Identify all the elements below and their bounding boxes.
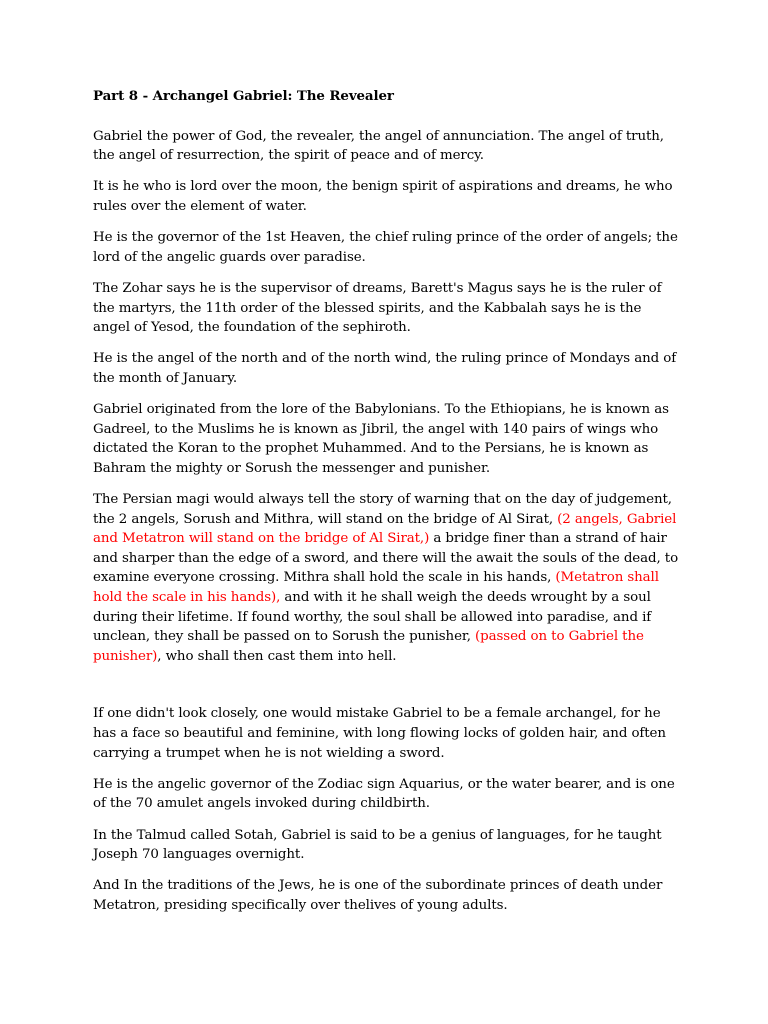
document-page: [93, 87, 679, 927]
highlight-note-3: (passed on to Gabriel the punisher): [93, 629, 644, 664]
paragraph-persian-magi: [93, 490, 679, 666]
paragraph-6: Gabriel originated from the lore of the Babylonians. To the Ethiopians, he is known as Gadreel, to the Muslims he is known as Jibril, the angel with 140 pairs of wings who dictated the Koran to the prophet Muhammed. And to the Persians, he is known as Bahram the mighty or Sorush the messenger and punisher.: [93, 402, 669, 476]
paragraph-8: If one didn't look closely, one would mistake Gabriel to be a female archangel, for he has a face so beautiful and feminine, with long flowing locks of golden hair, and often carrying a trumpet when he is not wielding a sword.: [93, 706, 666, 761]
persian-text-2: a bridge finer than a strand of hair and sharper than the edge of a sword, and there will the await the souls of the dead, to examine everyone crossing. Mithra shall hold the scale in his hands,: [93, 531, 679, 586]
persian-text-1: The Persian magi would always tell the story of warning that on the day of judgement, the 2 angels, Sorush and Mithra, will stand on the bridge of Al Sirat,: [93, 492, 672, 527]
paragraph-4: The Zohar says he is the supervisor of dreams, Barett's Magus says he is the ruler of the martyrs, the 11th order of the blessed spirits, and the Kabbalah says he is the angel of Yesod, the foundation of the sephiroth.: [93, 280, 662, 336]
persian-text-3: and with it he shall weigh the deeds wrought by a soul during their lifetime. If found worthy, the soul shall be allowed into paradise, and if unclean, they shall be passed on to Sorush the punisher,: [93, 590, 652, 645]
paragraph-1: Gabriel the power of God, the revealer, the angel of annunciation. The angel of truth, the angel of resurrection, the spirit of peace and of mercy.: [93, 128, 664, 164]
paragraph-2: It is he who is lord over the moon, the benign spirit of aspirations and dreams, he who rules over the element of water.: [93, 179, 673, 214]
persian-text-4: , who shall then cast them into hell.: [157, 648, 397, 664]
paragraph-9: He is the angelic governor of the Zodiac sign Aquarius, or the water bearer, and is one of the 70 amulet angels invoked during childbirth.: [93, 776, 675, 812]
highlight-note-1: (2 angels, Gabriel and Metatron will stand on the bridge of Al Sirat,): [93, 511, 677, 547]
paragraph-5: He is the angel of the north and of the north wind, the ruling prince of Mondays and of the month of January.: [93, 351, 677, 386]
paragraph-3: He is the governor of the 1st Heaven, the chief ruling prince of the order of angels; the lord of the angelic guards over paradise.: [93, 230, 678, 265]
highlight-note-2: (Metatron shall hold the scale in his hands),: [93, 570, 659, 606]
paragraph-11: And In the traditions of the Jews, he is one of the subordinate princes of death under Metatron, presiding specifically over thelives of young adults.: [93, 878, 663, 913]
paragraph-10: In the Talmud called Sotah, Gabriel is said to be a genius of languages, for he taught Joseph 70 languages overnight.: [93, 827, 662, 863]
document-title: Part 8 - Archangel Gabriel: The Revealer: [93, 88, 394, 104]
